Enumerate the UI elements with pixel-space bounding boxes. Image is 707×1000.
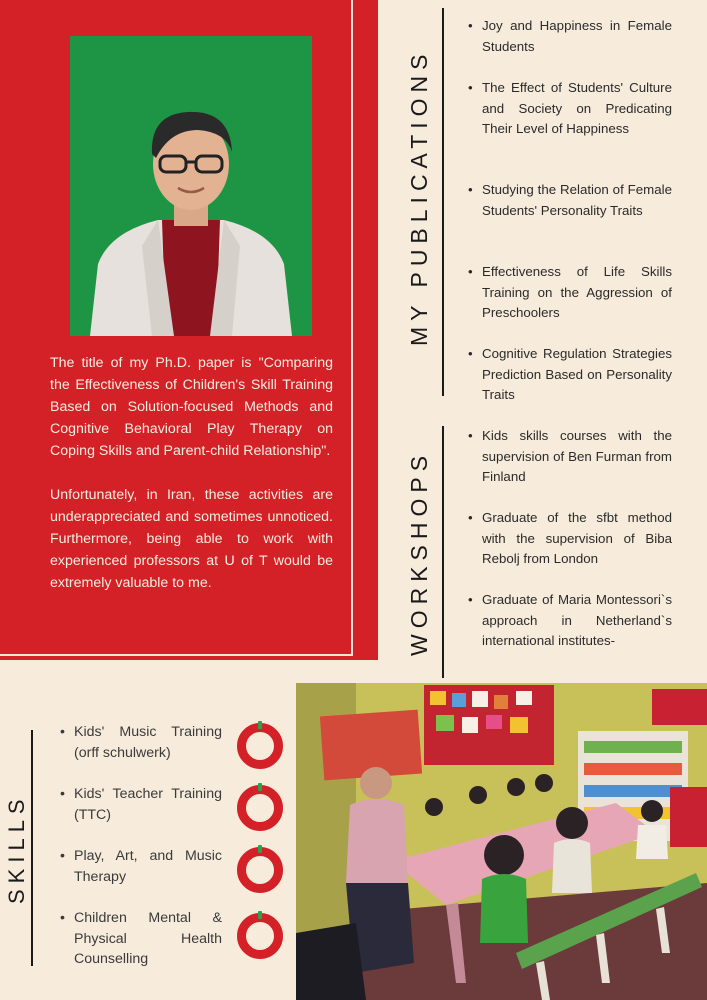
skills-divider	[31, 730, 33, 966]
phd-paragraph: The title of my Ph.D. paper is "Comparing the Effectiveness of Children's Skill Training Based on Solution-focused Methods and Cognitive Behavioral Play Therapy on Coping Skills and Parent-child Relationship".	[50, 355, 333, 459]
publications-heading: MY PUBLICATIONS	[406, 48, 432, 346]
publication-item: • Cognitive Regulation Strategies Prediction Based on Personality Traits	[468, 344, 672, 406]
portrait-illustration	[70, 36, 312, 336]
portrait-photo	[70, 36, 312, 336]
skill-item: • Kids' Music Training (orff schulwerk)	[60, 722, 222, 763]
skills-heading: SKILLS	[4, 793, 29, 904]
skill-item: • Play, Art, and Music Therapy	[60, 846, 222, 887]
phd-description	[50, 352, 333, 594]
workshops-divider	[442, 426, 444, 678]
workshop-item: • Kids skills courses with the supervision of Ben Furman from Finland	[468, 426, 672, 488]
publication-item: • The Effect of Students' Culture and Society on Predicating Their Level of Happiness	[468, 78, 672, 140]
skill-ring-icon	[237, 785, 283, 831]
publication-item: • Joy and Happiness in Female Students	[468, 16, 672, 57]
classroom-illustration	[296, 683, 707, 1000]
publication-item: • Effectiveness of Life Skills Training on the Aggression of Preschoolers	[468, 262, 672, 324]
skill-item: • Kids' Teacher Training (TTC)	[60, 784, 222, 825]
workshops-heading: WORKSHOPS	[406, 449, 432, 656]
motivation-paragraph: Unfortunately, in Iran, these activities are underappreciated and sometimes unnoticed. Furthermore, being able to work with experienced professors at U of T would be extremely valuable to me.	[50, 487, 333, 591]
skill-item: • Children Mental & Physical Health Counselling	[60, 908, 222, 970]
publication-item: • Studying the Relation of Female Students' Personality Traits	[468, 180, 672, 221]
skill-ring-icon	[237, 847, 283, 893]
workshop-item: • Graduate of the sfbt method with the supervision of Biba Rebolj from London	[468, 508, 672, 570]
classroom-photo	[296, 683, 707, 1000]
skill-ring-icon	[237, 723, 283, 769]
workshop-item: • Graduate of Maria Montessori`s approach in Netherland`s international institutes-	[468, 590, 672, 652]
publications-divider	[442, 8, 444, 396]
skill-ring-icon	[237, 913, 283, 959]
